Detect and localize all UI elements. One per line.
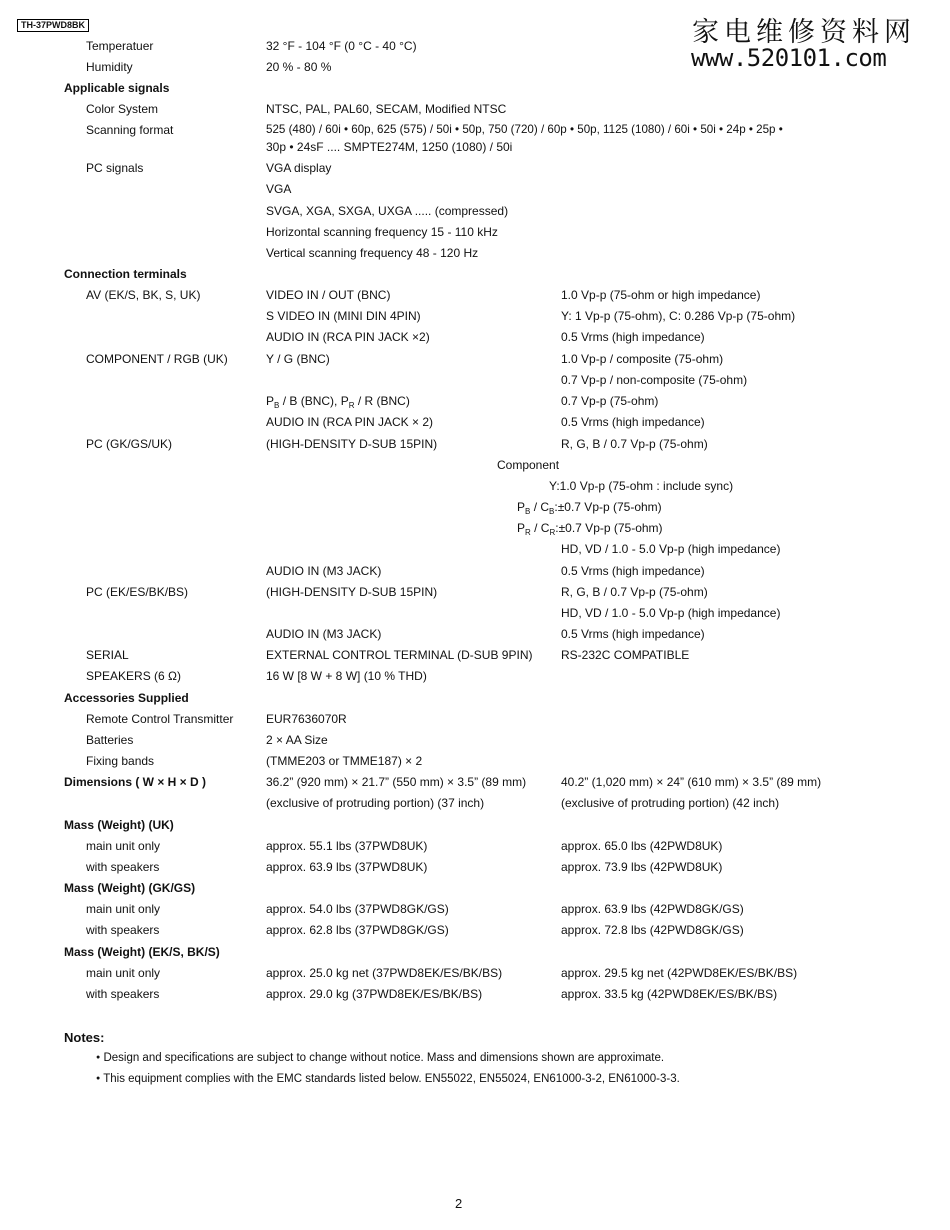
- mass-gk-speakers-37: approx. 62.8 lbs (37PWD8GK/GS): [266, 923, 449, 937]
- pc-signal-value: Vertical scanning frequency 48 - 120 Hz: [266, 246, 479, 260]
- pc-ek-hdvd-spec: HD, VD / 1.0 - 5.0 Vp-p (high impedance): [561, 606, 781, 620]
- scanning-format-line1: 525 (480) / 60i • 60p, 625 (575) / 50i • 50p, 750 (720) / 60p • 50p, 1125 (1080) / 60i • 50i • 24p • 25p •: [266, 123, 783, 136]
- dimensions-note-42: (exclusive of protruding portion) (42 inch): [561, 796, 780, 810]
- av-port: S VIDEO IN (MINI DIN 4PIN): [266, 309, 421, 323]
- speakers-label: SPEAKERS (6 Ω): [86, 669, 181, 683]
- av-spec: 0.5 Vrms (high impedance): [561, 330, 705, 344]
- mass-gk-main-label: main unit only: [86, 902, 161, 916]
- mass-uk-main-42: approx. 65.0 lbs (42PWD8UK): [561, 839, 723, 853]
- watermark-url: www.520101.com: [691, 44, 887, 72]
- pc-signal-value: SVGA, XGA, SXGA, UXGA ..... (compressed): [266, 204, 509, 218]
- component-y-spec1: 1.0 Vp-p / composite (75-ohm): [561, 352, 724, 366]
- av-label: AV (EK/S, BK, S, UK): [86, 288, 201, 302]
- section-applicable-signals: Applicable signals: [64, 81, 170, 95]
- section-mass-uk: Mass (Weight) (UK): [64, 818, 174, 832]
- model-number: TH-37PWD8BK: [17, 19, 89, 32]
- humidity-label: Humidity: [86, 60, 133, 74]
- pc-gk-audio-spec: 0.5 Vrms (high impedance): [561, 564, 705, 578]
- dimensions-37: 36.2” (920 mm) × 21.7” (550 mm) × 3.5” (89 mm): [266, 775, 527, 789]
- note-item: ● This equipment complies with the EMC standards listed below. EN55022, EN55024, EN61000-3-2, EN61000-3-3.: [96, 1073, 680, 1085]
- mass-ek-main-37: approx. 25.0 kg net (37PWD8EK/ES/BK/BS): [266, 966, 503, 980]
- notes-title: Notes:: [64, 1030, 105, 1045]
- component-audio-spec: 0.5 Vrms (high impedance): [561, 415, 705, 429]
- pc-gk-port: (HIGH-DENSITY D-SUB 15PIN): [266, 437, 438, 451]
- color-system-label: Color System: [86, 102, 159, 116]
- section-accessories: Accessories Supplied: [64, 691, 189, 705]
- mass-uk-speakers-42: approx. 73.9 lbs (42PWD8UK): [561, 860, 723, 874]
- pc-signal-value: VGA display: [266, 161, 332, 175]
- pc-ek-port: (HIGH-DENSITY D-SUB 15PIN): [266, 585, 438, 599]
- bullet-icon: ●: [96, 1075, 101, 1082]
- component-pb-cb-spec: $P_B$ / $C_B:\pm 0.7$ Vp-p (75-ohm): [517, 500, 662, 516]
- color-system-value: NTSC, PAL, PAL60, SECAM, Modified NTSC: [266, 102, 507, 116]
- temperature-label: Temperatuer: [86, 39, 154, 53]
- temperature-value: 32 °F - 104 °F (0 °C - 40 °C): [266, 39, 417, 53]
- pc-ek-audio-spec: 0.5 Vrms (high impedance): [561, 627, 705, 641]
- remote-label: Remote Control Transmitter: [86, 712, 234, 726]
- pc-gk-spec: R, G, B / 0.7 Vp-p (75-ohm): [561, 437, 708, 451]
- mass-gk-main-37: approx. 54.0 lbs (37PWD8GK/GS): [266, 902, 449, 916]
- component-rgb-label: COMPONENT / RGB (UK): [86, 352, 228, 366]
- remote-value: EUR7636070R: [266, 712, 347, 726]
- pc-signal-value: VGA: [266, 182, 292, 196]
- page-number: 2: [455, 1196, 463, 1211]
- av-port: AUDIO IN (RCA PIN JACK ×2): [266, 330, 430, 344]
- section-connection-terminals: Connection terminals: [64, 267, 187, 281]
- dimensions-note-37: (exclusive of protruding portion) (37 inch): [266, 796, 485, 810]
- mass-ek-main-42: approx. 29.5 kg net (42PWD8EK/ES/BK/BS): [561, 966, 798, 980]
- scanning-format-label: Scanning format: [86, 123, 174, 137]
- component-y-spec: Y:1.0 Vp-p (75-ohm : include sync): [549, 479, 734, 493]
- component-pb-spec: 0.7 Vp-p (75-ohm): [561, 394, 659, 408]
- fixing-bands-value: (TMME203 or TMME187) × 2: [266, 754, 423, 768]
- mass-uk-main-label: main unit only: [86, 839, 161, 853]
- av-spec: Y: 1 Vp-p (75-ohm), C: 0.286 Vp-p (75-ohm): [561, 309, 796, 323]
- serial-label: SERIAL: [86, 648, 129, 662]
- bullet-icon: ●: [96, 1054, 101, 1061]
- component-audio-port: AUDIO IN (RCA PIN JACK × 2): [266, 415, 434, 429]
- mass-gk-main-42: approx. 63.9 lbs (42PWD8GK/GS): [561, 902, 744, 916]
- mass-ek-speakers-label: with speakers: [86, 987, 160, 1001]
- mass-uk-speakers-label: with speakers: [86, 860, 160, 874]
- pc-ek-audio-port: AUDIO IN (M3 JACK): [266, 627, 382, 641]
- dimensions-42: 40.2” (1,020 mm) × 24” (610 mm) × 3.5” (89 mm): [561, 775, 822, 789]
- pc-signal-value: Horizontal scanning frequency 15 - 110 kHz: [266, 225, 498, 239]
- av-port: VIDEO IN / OUT (BNC): [266, 288, 391, 302]
- serial-spec: RS-232C COMPATIBLE: [561, 648, 690, 662]
- pc-gk-audio-port: AUDIO IN (M3 JACK): [266, 564, 382, 578]
- mass-gk-speakers-label: with speakers: [86, 923, 160, 937]
- section-dimensions: Dimensions ( W × H × D ): [64, 775, 207, 789]
- section-mass-ek: Mass (Weight) (EK/S, BK/S): [64, 945, 220, 959]
- humidity-value: 20 % - 80 %: [266, 60, 332, 74]
- pc-ek-spec: R, G, B / 0.7 Vp-p (75-ohm): [561, 585, 708, 599]
- serial-port: EXTERNAL CONTROL TERMINAL (D-SUB 9PIN): [266, 648, 533, 662]
- component-heading: Component: [497, 458, 560, 472]
- mass-uk-main-37: approx. 55.1 lbs (37PWD8UK): [266, 839, 428, 853]
- batteries-value: 2 × AA Size: [266, 733, 328, 747]
- note-item: ● Design and specifications are subject to change without notice. Mass and dimensions shown are approximate.: [96, 1052, 665, 1064]
- av-spec: 1.0 Vp-p (75-ohm or high impedance): [561, 288, 761, 302]
- speakers-value: 16 W [8 W + 8 W] (10 % THD): [266, 669, 427, 683]
- fixing-bands-label: Fixing bands: [86, 754, 155, 768]
- component-pr-cr-spec: $P_R$ / $C_R:\pm 0.7$ Vp-p (75-ohm): [517, 521, 663, 537]
- pc-gk-label: PC (GK/GS/UK): [86, 437, 173, 451]
- section-mass-gk: Mass (Weight) (GK/GS): [64, 881, 196, 895]
- mass-uk-speakers-37: approx. 63.9 lbs (37PWD8UK): [266, 860, 428, 874]
- mass-ek-speakers-42: approx. 33.5 kg (42PWD8EK/ES/BK/BS): [561, 987, 778, 1001]
- mass-ek-speakers-37: approx. 29.0 kg (37PWD8EK/ES/BK/BS): [266, 987, 483, 1001]
- pc-ek-label: PC (EK/ES/BK/BS): [86, 585, 189, 599]
- pc-gk-hdvd-spec: HD, VD / 1.0 - 5.0 Vp-p (high impedance): [561, 542, 781, 556]
- component-y-spec2: 0.7 Vp-p / non-composite (75-ohm): [561, 373, 748, 387]
- mass-gk-speakers-42: approx. 72.8 lbs (42PWD8GK/GS): [561, 923, 744, 937]
- component-y-port: Y / G (BNC): [266, 352, 330, 366]
- component-pb-pr-port: $P_B$ / B (BNC), $P_R$ / R (BNC): [266, 394, 410, 410]
- scanning-format-line2: 30p • 24sF .... SMPTE274M, 1250 (1080) / 50i: [266, 140, 513, 154]
- pc-signals-label: PC signals: [86, 161, 144, 175]
- mass-ek-main-label: main unit only: [86, 966, 161, 980]
- batteries-label: Batteries: [86, 733, 134, 747]
- watermark-title: 家电维修资料网: [692, 17, 916, 48]
